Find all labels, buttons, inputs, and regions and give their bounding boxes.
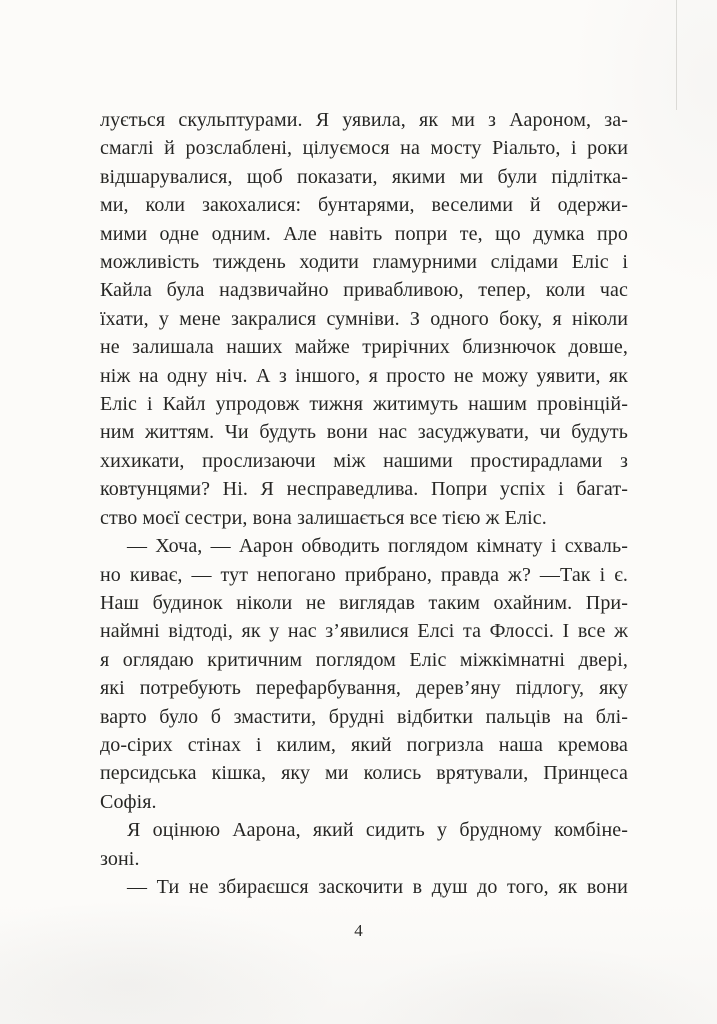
text-line: хихикати, прослизаючи між нашими простирадлами з xyxy=(100,449,628,472)
text-line: наймні відтоді, як у нас з’явилися Елсі та Флоссі. І все ж xyxy=(100,620,628,643)
text-line: варто було б змастити, брудні відбитки пальців на блі- xyxy=(100,705,628,728)
text-line: — Ти не збираєшся заскочити в душ до того, як вони xyxy=(127,875,628,898)
text-line: зоні. xyxy=(100,847,140,870)
text-line: ніж на одну ніч. А з іншого, я просто не можу уявити, як xyxy=(100,364,628,387)
text-line: ми, коли закохалися: бунтарями, веселими й одержи- xyxy=(100,194,628,217)
text-line: Еліс і Кайл упродовж тижня житимуть нашим провінцій- xyxy=(100,393,628,416)
scan-artifact xyxy=(676,0,677,110)
text-line: відшарувалися, щоб показати, якими ми були підлітка- xyxy=(100,165,628,188)
text-block xyxy=(100,106,628,901)
text-line: смаглі й розслаблені, цілуємося на мосту Ріальто, і роки xyxy=(100,137,628,160)
text-line: не залишала наших майже трирічних близнючок довше, xyxy=(100,336,628,359)
text-line: ним життям. Чи будуть вони нас засуджувати, чи будуть xyxy=(100,421,628,444)
text-line: но киває, — тут непогано прибрано, правда ж? —Так і є. xyxy=(100,563,628,586)
text-line: до-сірих стінах і килим, який погризла наша кремова xyxy=(100,733,628,756)
text-line: мими одне одним. Але навіть попри те, що думка про xyxy=(100,222,628,245)
text-line: Наш будинок ніколи не виглядав таким охайним. При- xyxy=(100,591,628,614)
text-line: ство моєї сестри, вона залишається все тією ж Еліс. xyxy=(100,506,547,529)
text-line: які потребують перефарбування, дерев’яну підлогу, яку xyxy=(100,677,628,700)
text-line: Софія. xyxy=(100,790,157,813)
page-number: 4 xyxy=(354,921,363,940)
text-line: ковтунцями? Ні. Я несправедлива. Попри успіх і багат- xyxy=(100,478,628,501)
text-line: я оглядаю критичним поглядом Еліс міжкімнатні двері, xyxy=(100,648,628,671)
text-line: лується скульптурами. Я уявила, як ми з Аароном, за- xyxy=(100,109,628,131)
text-line: персидська кішка, яку ми колись врятували, Принцеса xyxy=(100,762,628,785)
text-line: їхати, у мене закралися сумніви. З одного боку, я ніколи xyxy=(100,307,628,330)
text-line: — Хоча, — Аарон обводить поглядом кімнату і схваль- xyxy=(127,535,628,558)
text-line: можливість тиждень ходити гламурними слідами Еліс і xyxy=(100,251,628,274)
text-line: Я оцінюю Аарона, який сидить у брудному комбіне- xyxy=(127,819,628,842)
text-line: Кайла була надзвичайно привабливою, тепер, коли час xyxy=(100,279,628,302)
